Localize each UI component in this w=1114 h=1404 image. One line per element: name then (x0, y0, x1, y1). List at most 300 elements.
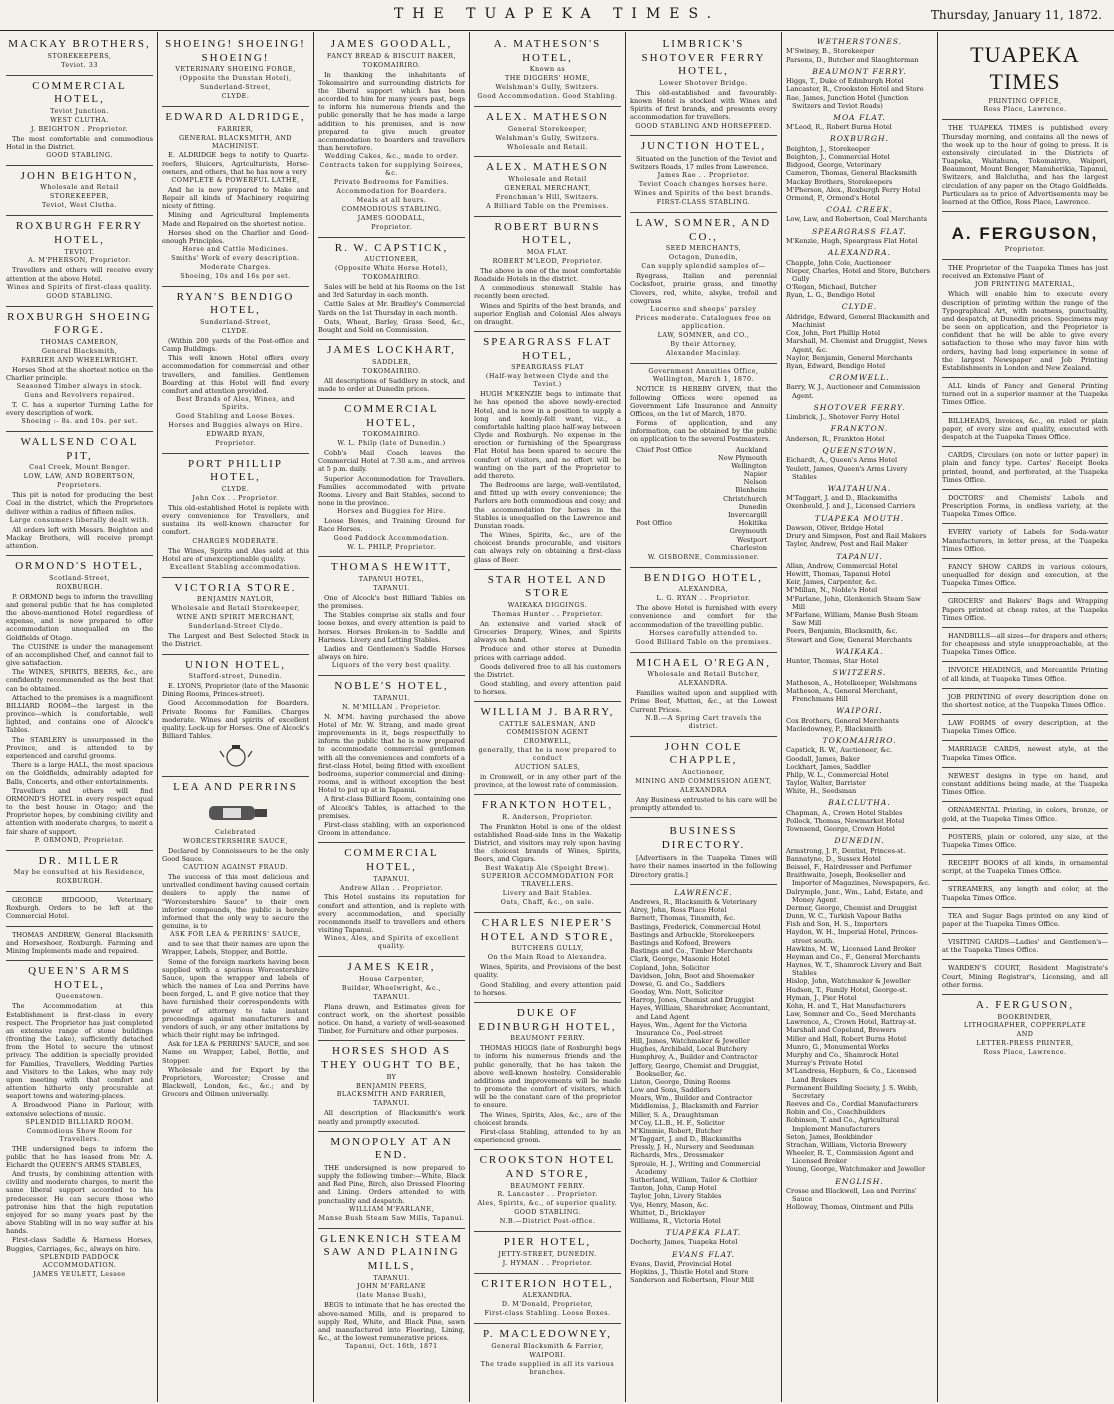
advertisement (474, 107, 621, 157)
ad-line: ALEXANDRA, (678, 585, 729, 594)
directory-entry: Strachan, William, Victoria Brewery (786, 1140, 907, 1149)
directory-entry: Middlemiss, J., Blacksmith and Farrier (630, 1102, 759, 1111)
advertisement (6, 76, 153, 166)
ad-line: MINING AND COMMISSION AGENT, (635, 776, 772, 785)
ad-line: THOMAS ANDREW, General Blacksmith and Horseshoer, Roxburgh. Farming and Mining Implements made and repaired. (6, 930, 153, 955)
directory-entry: Hawkins, M. W., Licensed Land Broker (786, 944, 916, 953)
directory-entry: Barry, W. J., Auctioneer and Commission Agent. (786, 383, 921, 400)
ad-line: Prices moderate. Catalogues free on application. (635, 313, 772, 330)
advertisement (942, 908, 1108, 934)
ad-line: JOB PRINTING MATERIAL, (974, 280, 1076, 289)
advertisement (318, 340, 465, 399)
advertisement (942, 413, 1108, 448)
ad-line: Good Paddock Accommodation. (333, 533, 450, 542)
ad-heading: CROOKSTON HOTEL AND STORE, (479, 1154, 616, 1180)
ad-line: Wholesale and for Export by the Proprietors, Worcester; Crosse and Blackwell, London, &c., &c.; and by Grocers and Oilmen universally. (162, 1065, 309, 1099)
ad-line: SEED MERCHANTS, (665, 244, 742, 253)
ad-line: Ask for LEA & PERRINS' SAUCE, and see Name on Wrapper, Label, Bottle, and Stopper. (162, 1040, 309, 1065)
ad-heading: SHOEING! SHOEING! SHOEING! (165, 38, 306, 64)
ad-line: JOHN M'FARLANE (357, 1282, 426, 1291)
ad-line: P. ORMOND begs to inform the travelling and general public that he has completed the above-mentioned Hotel regardless of expense, and is now prepared to offer accommodation unequalled on the Goldfields of Otago. (6, 592, 153, 642)
directory-entry: Ormond, P., Ormond's Hotel (786, 193, 880, 202)
directory-section-heading: MOA FLAT. (833, 112, 886, 122)
ad-line: Tapanui, Oct. 16th, 1871 (345, 1342, 438, 1351)
ad-line: Sunderland-Street, (200, 83, 271, 92)
directory-entry: Vye, Henry, Mason, &c. (630, 1200, 709, 1209)
ad-line: COMMODIOUS STABLING. (341, 204, 442, 213)
ad-line: JAMES GOODALL, (357, 213, 426, 222)
directory-entry: Peers, Benjamin, Blacksmith, &c. (786, 627, 898, 636)
ad-line: Frenchman's Hill, Switzers. (495, 192, 600, 201)
office-place: Napier (743, 470, 767, 479)
ad-line: WAIKAKA DIGGINGS. (507, 601, 588, 610)
directory-entry: Bastings, Frederick, Commercial Hotel (630, 922, 761, 931)
ad-line: L. G. RYAN . . Proprietor. (656, 594, 751, 603)
directory-entry: Holloway, Thomas, Ointment and Pills (786, 1203, 914, 1212)
ad-line: The CUISINE is under the management of an accomplished Chef, and cannot fail to give satisfaction. (6, 642, 153, 668)
ad-line: R. Anderson, Proprietor. (502, 812, 593, 821)
ad-line: ASK FOR LEA & PERRINS' SAUCE, (170, 930, 301, 939)
advertisement (474, 217, 621, 332)
ad-line: Ross Place, Lawrence. (983, 1048, 1067, 1057)
ad-line: W. L. Philp (late of Dunedin.) (337, 439, 446, 448)
directory-entry: Robinson, T. and Co., Agricultural Implement Manufacturers (786, 1116, 899, 1133)
ad-line: Accommodation for Boarders. (336, 186, 447, 195)
directory-entry: Munro, G., Monumental Works (786, 1042, 890, 1051)
ad-line: The Bedrooms are large, well-ventilated, and fitted up with every convenience; the Parlors are both commodious and cosy; and the accommodation for horses in the Stables is unequalled on the Lawrence and Dunstan roads. (474, 481, 621, 530)
ad-line: Horse and Cattle Medicines. (182, 245, 289, 254)
ad-line: LOW, LAW, AND ROBERTSON, (23, 472, 136, 481)
ad-line: ALL kinds of Fancy and General Printing turned out in a superior manner at the Tuapeka Times Office. (942, 382, 1108, 407)
ad-line: Ladies and Gentlemen's Saddle Horses always on hire. (318, 644, 465, 662)
ad-heading: ROXBURGH SHOEING FORGE. (7, 310, 152, 337)
ad-line: This pit is noted for producing the best Coal in the district, which the Proprietors deliver within a radius of fifteen miles. (6, 491, 153, 516)
ad-line: Lucerne and sheeps' parsley (650, 304, 757, 313)
ad-line: Wholesale and Retail (508, 175, 587, 184)
ad-line: The above Hotel is furnished with every convenience and comfort for the accommodation of the travelling public. (630, 604, 777, 629)
directory-entry: M'Farlane, William, Manse Bush Steam Saw Mill (786, 611, 919, 628)
ad-heading: COMMERCIAL HOTEL, (32, 79, 127, 106)
ad-heading: QUEEN'S ARMS HOTEL, (28, 965, 131, 991)
ad-line: The Accommodation at this Establishment is first-class in every respect. The Proprietor has just completed an extensive range of stone buildings (fronting the Lake), sufficiently detached from the Hotel to secure the utmost privacy. The addition is specially provided for Families, Travellers, Wedding Parties and Visitors to the Lakes, who may rely upon meeting with that comfort and attention hitherto only procurable at seaport towns and watering-places. (6, 1002, 153, 1101)
ad-line: BILLHEADS, Invoices, &c., on ruled or plain paper, of every size and quality, executed with despatch at the Tuapeka Times Office. (942, 416, 1108, 441)
ad-heading: LAW, SOMNER, AND CO., (635, 217, 772, 243)
ad-line: Ross Place, Lawrence. (983, 105, 1067, 114)
ad-heading: JOHN BEIGHTON, (20, 169, 139, 182)
directory-entry: Kohn, H. and T., Hat Manufacturers (786, 1001, 906, 1010)
advertisement (162, 578, 309, 655)
ad-line: Proprietors. (57, 481, 102, 490)
ad-line: ALEXANDRA. (522, 1291, 573, 1300)
ad-line: TAPANUI. (373, 992, 410, 1001)
ad-line: BENJAMIN NAYLOR, (196, 595, 275, 604)
ad-line: (Opposite White Horse Hotel), (335, 264, 448, 273)
directory-entry: Davidson, John, Boot and Shoemaker (630, 971, 755, 980)
directory-entry: Hyman, J., Pier Hotel (786, 993, 857, 1002)
column-1 (2, 32, 158, 1402)
ad-heading: MONOPOLY AT AN END. (330, 1135, 453, 1162)
advertisement (630, 136, 777, 213)
ad-line: TOKOMAIRIRO. (362, 366, 421, 375)
ad-line: In thanking the inhabitants of Tokomairiro and surrounding districts for the liberal support which has been accorded to him for many years past, begs to inform his numerous friends and the public generally that he has made a large addition to his premises, and is now prepared to give much greater accommodation to boarders and travellers than heretofore. (318, 70, 465, 153)
ad-line: J. BEIGHTON . Proprietor. (30, 124, 129, 133)
ad-line: On the Main Road to Alexandra. (487, 953, 608, 962)
ad-line: The most comfortable and commodious Hotel in the District. (6, 134, 153, 151)
column-7 (938, 32, 1112, 1402)
directory-entry: Liston, George, Dining Rooms (630, 1077, 731, 1086)
ad-line: WINE AND SPIRIT MERCHANT, (176, 613, 295, 622)
advertisement (942, 741, 1108, 767)
ad-line: Wholesale and Retail (40, 183, 119, 192)
ad-heading: MICHAEL O'REGAN, (635, 656, 771, 669)
ad-heading: PORT PHILLIP HOTEL, (188, 457, 283, 484)
ad-line: N.B.—District Post-office. (499, 1217, 596, 1226)
ad-line: STOREKEEPERS, (47, 51, 112, 60)
ad-heading: LEA AND PERRINS (173, 781, 298, 794)
ad-heading: R. W. CAPSTICK, (334, 241, 449, 254)
ad-line: Government Annuities Office, (648, 366, 759, 375)
directory-entry: M'Farlane, John, Glenkenich Steam Saw Mill (786, 594, 921, 611)
ad-heading: A. FERGUSON, (975, 998, 1075, 1011)
directory-section-heading: DUNEDIN. (834, 836, 885, 846)
advertisement (630, 818, 777, 885)
column-4 (470, 32, 626, 1402)
directory-entry: Tanton, John, Camp Hotel (630, 1184, 717, 1193)
ad-line: Excellent Stabling accommodation. (169, 562, 302, 571)
ad-line: STOREKEEPER, (49, 192, 110, 201)
ad-line: Andrew Allan . . Proprietor. (340, 883, 443, 892)
directory-entry: M'Pherson, Alex., Roxburgh Ferry Hotel (786, 185, 921, 194)
directory-entry: Airey, John, Ross Place Hotel (630, 906, 727, 915)
directory-entry: M'Coy, LL.B., H. F., Solicitor (630, 1118, 725, 1127)
directory-entry: Wheeler, R. T., Commission Agent and Licensed Broker (786, 1149, 914, 1166)
directory-section-heading: BALCLUTHA. (828, 798, 891, 808)
ad-line: (Within 200 yards of the Post-office and Camp Buildings. (162, 336, 309, 354)
directory-entry: Bannatyne, D., Sussex Hotel (786, 854, 881, 863)
directory-entry: Oxenbould, J. and J., Licensed Carriers (786, 502, 916, 511)
directory-entry: Keir, James, Carpenter, &c. (786, 578, 878, 587)
ad-line: TEA and Sugar Bags printed on any kind of paper at the Tuapeka Times Office. (942, 911, 1108, 928)
ad-line: And he is now prepared to Make and Repair all kinds of Machinery requiring nicety of fitting. (162, 185, 309, 211)
ad-line: Declared by Connoisseurs to be the only Good Sauce. (162, 846, 309, 863)
column-6 (782, 32, 938, 1402)
ad-line: GENERAL MERCHANT, (504, 184, 591, 192)
directory-section-heading: EVANS FLAT. (672, 1249, 735, 1259)
ad-line: Celebrated (215, 827, 256, 836)
advertisement (630, 737, 777, 818)
ad-line: Best Wakatip Ale (Speight Brew). (485, 863, 610, 872)
ad-line: Good Accommodation for Boarders. Private Rooms for Families. Charges moderate. Wines and spirits of excellent quality. Lock-up for Horses. One of Alcock's Billiard Tables. (162, 699, 309, 741)
directory-entry: Gooday, Wm. Nott, Solicitor (630, 988, 724, 997)
office-place: Hokitika (738, 519, 767, 528)
directory-entry: Jeffery, George, Chemist and Druggist, Bookseller, &c. (630, 1061, 760, 1078)
advertisement (6, 556, 153, 850)
ad-line: GEORGE BIDGOOD, Veterinary, Roxburgh. Orders to be left at the Commercial Hotel. (6, 896, 153, 921)
ad-line: PRINTING OFFICE, (988, 96, 1062, 105)
advertisement (6, 892, 153, 927)
advertisement (942, 378, 1108, 413)
ad-line: HANDBILLS—all sizes—for drapers and others; for cheapness and style unapproachable, at the Tuapeka Times Office. (942, 631, 1108, 657)
directory-entry: Hayes, William, Sharebroker, Accountant, and Land Agent (630, 1004, 771, 1021)
office-type: Post Office (636, 519, 673, 528)
ad-line: The Frankton Hotel is one of the oldest established Road-side Inns in the Wakatip District, and visitors may rely upon having the choicest brands of Wines, Spirits, Beers, and Cigars. (474, 822, 621, 864)
ad-line: FANCY BREAD & BISCUIT BAKER, (326, 51, 457, 60)
ad-line: TAPANUI. (373, 1273, 410, 1282)
advertisement (942, 120, 1108, 212)
ad-line: THE DIGGERS' HOME, (504, 74, 591, 83)
ad-line: Teviot Coach changes horses here. (638, 180, 769, 189)
ad-line: ROBERT M'LEOD, Proprietor. (492, 257, 603, 265)
ad-line: An extensive and varied stock of Groceries Drapery, Wines, and Spirits always on hand. (474, 619, 621, 645)
directory-entry: Hislop, John, Watchmaker & Jeweller (786, 977, 911, 986)
advertisement (942, 689, 1108, 715)
ad-line: The Largest and Best Selected Stock in the District. (162, 632, 309, 649)
directory-entry: Humphrey, A., Builder and Contractor (630, 1053, 758, 1062)
ad-heading: FRANKTON HOTEL, (481, 799, 614, 812)
advertisement (318, 1132, 465, 1229)
directory-entry: Townsend, George, Crown Hotel (786, 825, 895, 834)
ad-line: Stafford-street, Dunedin. (188, 672, 283, 681)
directory-entry: Dunn, W. C., Turkish Vapour Baths (786, 912, 902, 921)
advertisement (6, 307, 153, 433)
ad-heading: WILLIAM J. BARRY, (480, 706, 615, 719)
post-office-row (636, 446, 777, 454)
ad-heading: RYAN'S BENDIGO HOTEL, (176, 290, 295, 317)
ad-line: Cattle Sales at Mr. Bradley's Commercial Yards on the 1st Thursday in each month. (318, 300, 465, 317)
directory-section-heading: TUAPEKA FLAT. (665, 1228, 742, 1238)
advertisement (630, 653, 777, 737)
ad-line: Manse Bush Steam Saw Mills, Tapanui. (318, 1213, 465, 1222)
directory-entry: Matheson, A., Hotelkeeper, Welshmans (786, 678, 917, 687)
ad-line: NOTICE IS HEREBY GIVEN, that the following Offices were opened as Government Life Insurance and Annuity Offices, on the 1st of March, 1870. (630, 385, 777, 418)
ad-line: Builder, Wheelwright, &c., (341, 983, 442, 992)
directory-entry: Ryan, L. G., Bendigo Hotel (786, 291, 875, 300)
directory-entry: Goodall, James, Baker (786, 754, 860, 763)
ad-line: FANCY SHOW CARDS in various colours, unequalled for design and execution, at the Tuapeka Times Office. (942, 562, 1108, 588)
directory-entry: Miller and Hall, Robert Burns Hotel (786, 1034, 907, 1043)
directory-entry: Ryan, Edward, Bendigo Hotel (786, 361, 886, 370)
ad-line: CAUTION AGAINST FRAUD. (183, 863, 288, 872)
directory-entry: M'Landress, Hepburn, & Co., Licensed Land Brokers (786, 1067, 917, 1084)
ad-line: WAIPORI. (529, 1350, 566, 1359)
advertisement (474, 34, 621, 107)
ad-line: BUTCHERS GULLY, (511, 944, 584, 953)
ad-line: JAMES YEULETT, Lessee (33, 1269, 126, 1278)
office-place: Christchurch (723, 494, 767, 503)
directory-section-heading: CROMWELL. (829, 373, 890, 383)
ad-heading: ROBERT BURNS HOTEL, (494, 220, 601, 247)
ad-line: General Storekeeper, (507, 124, 588, 133)
ad-line: THE undersigned begs to inform the public that he has leased from Mr. A. Eichardt the QUEEN'S ARMS STABLES, (6, 1144, 153, 1169)
advertisement (162, 454, 309, 578)
ad-line: TOKOMAIRIRO. (362, 60, 421, 69)
ad-heading: HORSES SHOD AS THEY OUGHT TO BE, (321, 1045, 462, 1071)
ad-line: The success of this most delicious and unrivalled condiment having caused certain dealers to apply the name of "Worcestershire Sauce" to their own inferior compounds, the public is hereby informed that the only way to secure the genuine, is to (162, 873, 309, 931)
ad-line: Seasoned Timber always in stock. (16, 382, 143, 391)
directory-entry: Pollock, Thomas, Newmarket Hotel (786, 816, 905, 825)
directory-entry: Bastings and Co., Timber Merchants (630, 947, 753, 956)
ad-line: BEAUMONT FERRY. (510, 1034, 585, 1043)
ad-line: Wines, Ales, and Spirits of excellent quality. (323, 934, 460, 951)
directory-section-heading: LAWRENCE. (674, 887, 733, 897)
advertisement (6, 432, 153, 556)
advertisement (6, 961, 153, 1283)
ad-line: Oats, Chaff, &c., on sale. (500, 898, 595, 907)
post-office-row (636, 519, 777, 527)
advertisement (474, 702, 621, 795)
ad-line: Shoeing :- 8s. and 10s. per set. (21, 417, 138, 426)
directory-section-heading: ENGLISH. (835, 1176, 884, 1186)
advertisement (162, 777, 309, 1103)
ad-line: Good stabling, and every attention paid to horses. (474, 680, 621, 697)
ad-line: Can supply splendid samples of— (641, 262, 766, 271)
directory-section-heading: WETHERSTONES. (816, 37, 903, 46)
directory-section-heading: SPEARGRASS FLAT. (812, 226, 907, 236)
directory-section-heading: CLYDE. (841, 302, 878, 312)
ad-line: Private Bedrooms for Families. (333, 178, 450, 187)
ad-line: BENJAMIN PEERS, (356, 1081, 427, 1090)
ad-line: This Hotel sustains its reputation for comfort and attention, and is replete with every accommodation, and specially recommends itself to travellers and others visiting Tapanui. (318, 893, 465, 935)
ad-line: Forms of application, and any information, can be obtained by the public on application to the several Postmasters. (630, 419, 777, 444)
directory-entry: Lancaster, R., Crookston Hotel and Store (786, 85, 924, 94)
ad-line: First-class Stabling, attended to by an experienced groom. (474, 1127, 621, 1145)
advertisement (318, 1229, 465, 1356)
ad-line: Horses and Buggies for Hire. (337, 507, 446, 516)
directory-entry: M'Taggart, J. and D., Blacksmiths (786, 494, 898, 503)
ad-heading: GLENKENICH STEAM SAW AND PLAINING MILLS, (320, 1232, 463, 1272)
post-office-list (636, 446, 777, 552)
advertisement (318, 1041, 465, 1131)
ad-heading: WALLSEND COAL PIT, (20, 436, 139, 462)
office-place: Auckland (735, 445, 767, 454)
directory-entry: Dowse, G. and Co., Saddlers (630, 979, 725, 988)
directory-entry: Hopkins, J., Thistle Hotel and Store (630, 1268, 749, 1277)
ad-line: E. LYONS, Proprietor (late of the Masonic Dining Rooms, Princes-street). (162, 682, 309, 699)
ad-line: Horses Shod at the shortest notice on the Charlier principle. (6, 365, 153, 382)
office-place: Invercargill (728, 510, 767, 519)
office-place: Greymouth (729, 527, 767, 536)
office-place: Nelson (743, 478, 767, 487)
ad-line: TAPANUI. (373, 584, 410, 593)
directory-entry: M'Kimmie, Robert, Butcher (630, 1126, 723, 1135)
directory-section-heading: COAL CREEK. (826, 205, 893, 215)
directory-entry: Macledowney, P., Blacksmith (786, 724, 883, 733)
directory-entry: Heyman and Co., F., General Merchants (786, 952, 920, 961)
directory-entry: Fish and Son, H. S., Importers (786, 920, 888, 929)
ad-line: Wines and Spirits of the best brands. (634, 189, 773, 198)
advertisement (942, 662, 1108, 688)
directory-entry: Aldridge, Edward, General Blacksmith and Machinist (786, 312, 930, 330)
ad-line: ROXBURGH. (56, 877, 103, 886)
ad-line: The WINES, SPIRITS, BEERS, &c., are confidently recommended as the best that can be obtained. (6, 668, 153, 693)
ad-line: Wines and Spirits of first-class quality. (7, 282, 152, 291)
advertisement (630, 568, 777, 653)
advertisement (942, 490, 1108, 525)
ad-line: The Wines, Spirits and Ales sold at this Hotel are of unexceptionable quality. (162, 546, 309, 563)
ad-line: TOKOMAIRIRO. (362, 273, 421, 282)
office-place: Blenheim (735, 486, 767, 495)
ad-line: FIRST-CLASS STABLING. (656, 198, 751, 207)
directory-section-heading: TAPANUI. (836, 551, 883, 561)
directory-entry: Young, George, Watchmaker and Jeweller (786, 1165, 926, 1174)
directory-entry: Cameron, Thomas, General Blacksmith (786, 169, 917, 178)
advertisement (942, 881, 1108, 907)
ad-heading: STAR HOTEL AND STORE (487, 573, 608, 600)
ad-line: Guns and Revolvers repaired. (24, 390, 135, 399)
directory-section-heading: SWITZERS. (832, 668, 887, 678)
ad-line: ALEXANDRA (679, 785, 728, 794)
directory-entry: Braithwaite, Joseph, Bookseller and Importer of Magazines, Newspapers, &c. (786, 871, 931, 888)
ad-line: MARRIAGE CARDS, newest style, at the Tuapeka Times Office. (942, 745, 1108, 762)
directory-entry: Robin and Co., Coachbuilders (786, 1108, 886, 1117)
ad-line: Welshman's Gully, Switzers. (495, 133, 600, 142)
ad-line: SPLENDID BILLIARD ROOM. (25, 1117, 134, 1126)
ad-line: Mining and Agricultural Implements Made and Repaired on the shortest notice. (162, 211, 309, 228)
ad-line: N. M'M. having purchased the above Hotel of Mr. W. Strang, and made great improvements in it, begs respectfully to inform the public that he is now prepared to accommodate commercial gentlemen with all the conveniences and comforts of a first-class Hotel, being fitted with excellent bedrooms, superior commercial and dining-rooms, and is without exception the best Hotel to put up at in Tapanui. (318, 712, 465, 795)
ad-line: Alexander Macinlay. (665, 348, 742, 357)
column-2 (158, 32, 314, 1402)
directory-section-heading: QUEENSTOWN. (822, 445, 897, 455)
ad-line: There is a large HALL, the most spacious on the Goldfields, admirably adapted for Balls, Concerts, and other entertainments. (6, 761, 153, 786)
advertisement (942, 829, 1108, 855)
ad-line: Proprietor. (1004, 245, 1046, 254)
ad-line: Horses and Buggies always on Hire. (168, 420, 303, 429)
ad-line: May be consulted at his Residence, (13, 868, 146, 877)
ad-line: Coal Creek, Mount Benger. (29, 463, 130, 472)
ad-line: The STABLERY is unsurpassed in the Province, and is attended to by experienced and careful grooms. (6, 735, 153, 760)
directory-section-heading: FRANKTON. (830, 424, 889, 434)
ad-heading: MACKAY BROTHERS, (8, 38, 151, 50)
ad-line: GOOD STABLING. (514, 1208, 581, 1217)
ad-line: First-class stabling, with an experienced Groom in attendance. (318, 821, 465, 838)
royal-crest-icon (162, 743, 309, 769)
ad-line: Good Billiard Table on the premises. (635, 637, 772, 646)
advertisement (6, 927, 153, 962)
ad-heading: COMMERCIAL HOTEL, (344, 402, 439, 429)
ad-line: EVERY variety of Labels for Soda-water Manufacturers, in letter press, at the Tuapeka Times Office. (942, 528, 1108, 553)
ad-line: W. GISBORNE, Commissioner. (647, 552, 760, 561)
paper-title: THE TUAPEKA TIMES. (393, 6, 721, 22)
advertisement (942, 995, 1108, 1062)
office-place: Charleston (730, 543, 767, 552)
advertisement (942, 855, 1108, 881)
ad-line: The Wines, Spirits, &c., are of the choicest brands procurable, and visitors can always rely on obtaining a first-class glass of Beer. (474, 531, 621, 564)
ad-line: Proprietor. (215, 438, 256, 447)
directory-entry: Dalrymple, Junr., Wm., Lahd, Estate, and Money Agent (786, 887, 923, 904)
directory-entry: Higgs, T., Duke of Edinburgh Hotel (786, 77, 904, 86)
ad-line: HUGH M'KENZIE begs to intimate that he has opened the above newly-erected Hotel, and is now in a position to supply a long and keenly-felt want, viz., a comfortable halting place half-way between Clyde and Roxburgh. No expense in the erection or furnishing of the Speargrass Flat Hotel has been spared to secure the comfort of visitors, and no effort will be wanting on the part of the Proprietor to add thereto. (474, 390, 621, 480)
ad-line: GENERAL BLACKSMITH, AND MACHINIST. (178, 133, 293, 150)
post-office-row (636, 511, 777, 519)
ad-line: Proprietor. (371, 222, 412, 231)
ad-line: BY (386, 1072, 397, 1081)
office-place: Dunedin (738, 502, 767, 511)
ad-heading: JAMES LOCKHART, (327, 344, 456, 357)
directory-entry: Bastings and Arbuckle, Storekeepers (630, 930, 755, 939)
ad-line: (late Manse Bush), (356, 1291, 427, 1300)
ad-line: LITHOGRAPHER, COPPERPLATE (963, 1021, 1087, 1030)
office-place: New Plymouth (717, 453, 767, 462)
directory-entry: Sproule, H. J., Writing and Commercial Academy (630, 1159, 761, 1176)
advertisement (318, 238, 465, 340)
ad-line: CLYDE. (221, 327, 250, 336)
sauce-bottle-icon (162, 798, 309, 826)
advertisement (942, 212, 1108, 260)
ferguson-title: A. FERGUSON, (951, 224, 1099, 244)
directory-entry: Parsons, D., Butcher and Slaughterman (786, 55, 919, 64)
ad-line: Plans drawn, and Estimates given for contract work, on the shortest possible notice. On hand, a variety of well-seasoned Timber, for Furniture and other purposes. (318, 1002, 465, 1036)
ad-line: LAW FORMS of every description, at the Tuapeka Times Office. (942, 719, 1108, 736)
